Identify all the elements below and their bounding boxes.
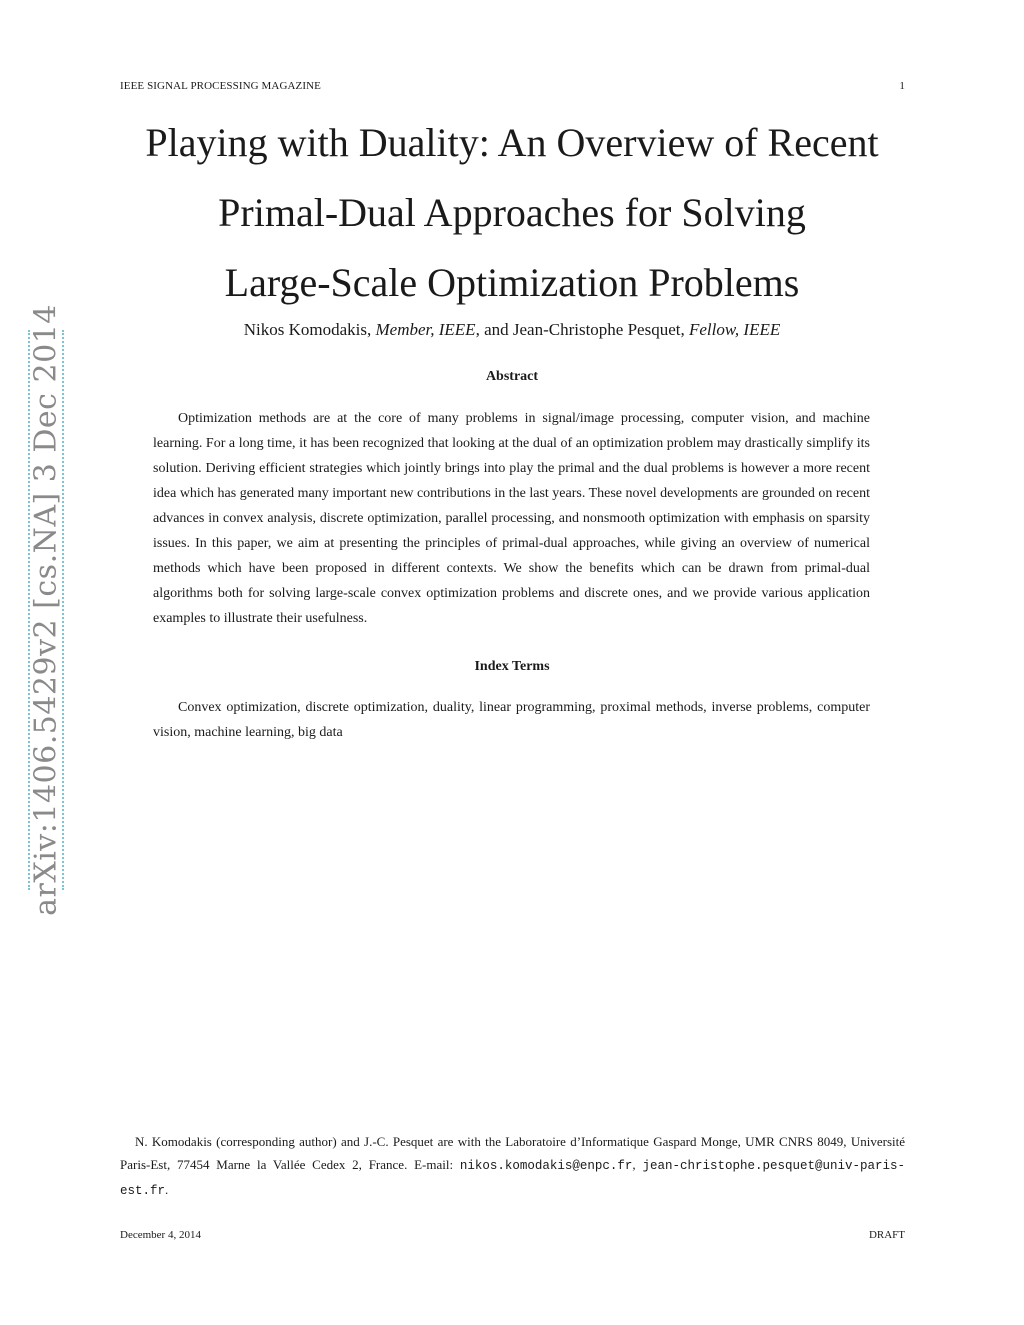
author-1-name: Nikos Komodakis, bbox=[243, 320, 372, 339]
paper-title bbox=[100, 108, 924, 318]
author-line bbox=[100, 320, 924, 340]
index-terms-text: Convex optimization, discrete optimization, duality, linear programming, proximal methods, inverse problems, computer vision, machine learning, big data bbox=[153, 700, 870, 740]
arxiv-stamp bbox=[28, 304, 64, 916]
abstract-text: Optimization methods are at the core of many problems in signal/image processing, computer vision, and machine learning. For a long time, it has been recognized that looking at the dual of an optimization problem may drastically simplify its solution. Deriving efficient strategies which jointly brings into play the primal and the dual problems is however a more recent idea which has generated many important new contributions in the last years. These novel developments are grounded on recent advances in convex analysis, discrete optimization, parallel processing, and nonsmooth optimization with emphasis on sparsity issues. In this paper, we aim at presenting the principles of primal-dual approaches, while giving an overview of numerical methods which have been proposed in different contexts. We show the benefits which can be drawn from primal-dual algorithms both for solving large-scale convex optimization problems and discrete ones, and we provide various application examples to illustrate their usefulness. bbox=[153, 411, 871, 626]
arxiv-stamp-text: arXiv:1406.5429v2 [cs.NA] 3 Dec 2014 bbox=[28, 304, 64, 916]
footer-status: DRAFT bbox=[868, 1229, 905, 1241]
footnote-end: . bbox=[165, 1182, 169, 1197]
email-1: nikos.komodakis@enpc.fr bbox=[459, 1159, 633, 1173]
index-terms-heading: Index Terms bbox=[474, 659, 550, 674]
title-line-1: Playing with Duality: An Overview of Recent bbox=[145, 120, 879, 165]
title-line-3: Large-Scale Optimization Problems bbox=[224, 260, 800, 305]
title-line-2: Primal-Dual Approaches for Solving bbox=[218, 190, 806, 235]
email-separator: , bbox=[632, 1157, 636, 1172]
author-1-role: Member, IEEE bbox=[375, 320, 476, 339]
footer-date: December 4, 2014 bbox=[120, 1229, 201, 1241]
author-2-role: Fellow, IEEE bbox=[688, 320, 781, 339]
author-affiliation-footnote bbox=[120, 1130, 905, 1203]
author-joiner: , and Jean-Christophe Pesquet, bbox=[475, 320, 685, 339]
email-2: jean-christophe.pesquet@univ-paris-est.fr bbox=[120, 1159, 906, 1198]
journal-name: IEEE SIGNAL PROCESSING MAGAZINE bbox=[120, 80, 321, 92]
footnote-text: N. Komodakis (corresponding author) and J.-C. Pesquet are with the Laboratoire d’Informatique Gaspard Monge, UMR CNRS 8049, Université Paris-Est, 77454 Marne la Vallée Cedex 2, France. E-mail: bbox=[120, 1134, 905, 1172]
page-number: 1 bbox=[899, 80, 905, 92]
abstract-heading: Abstract bbox=[485, 369, 539, 384]
